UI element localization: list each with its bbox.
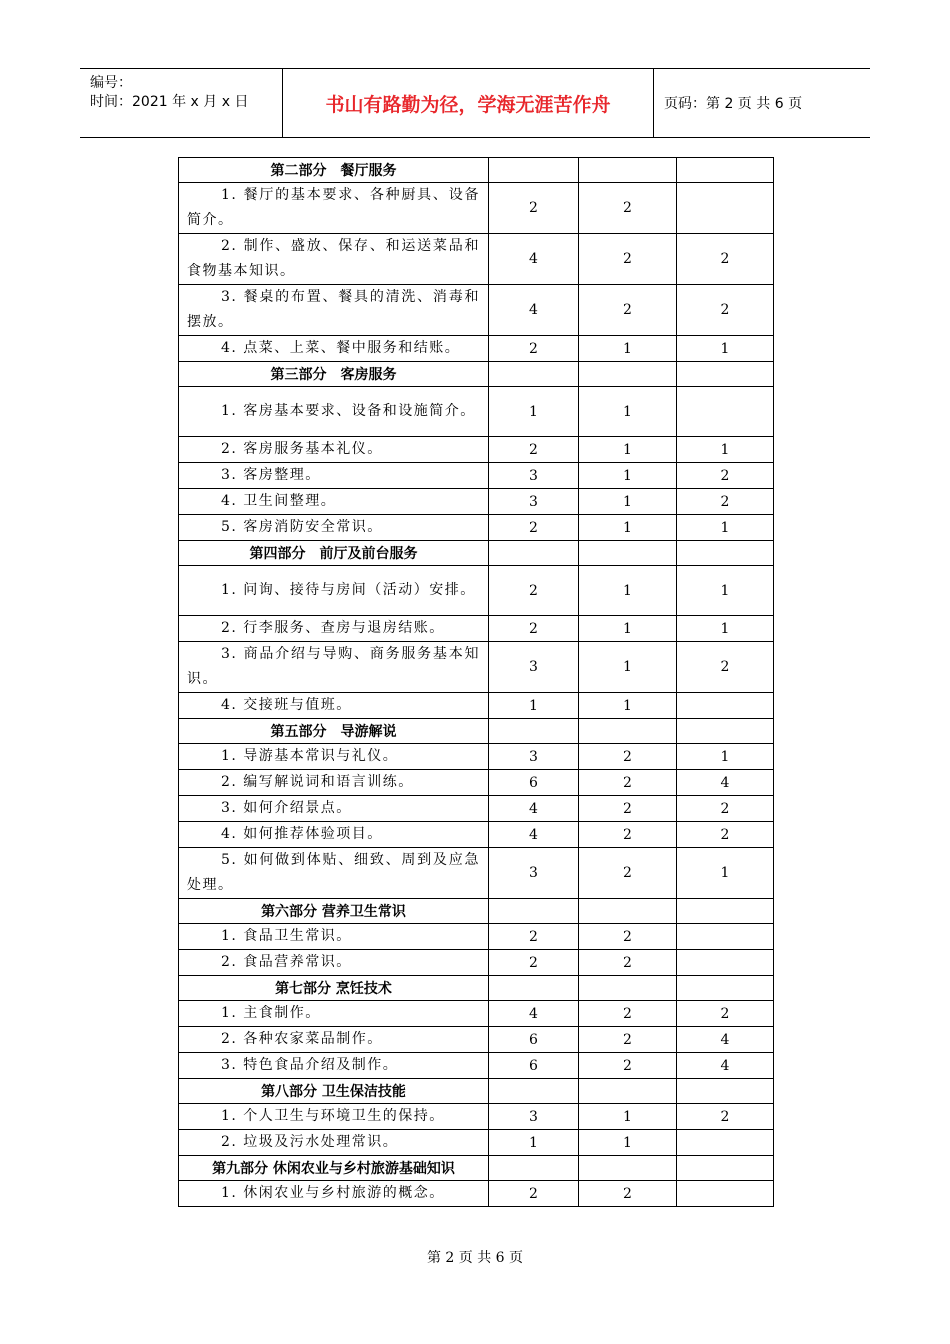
table-row (179, 1130, 774, 1156)
hours-cell-c3: 2 (677, 234, 774, 285)
hours-cell-c3 (677, 924, 774, 950)
table-row (179, 336, 774, 362)
hours-cell-c2: 2 (579, 770, 677, 796)
course-item-label: 3. 客房整理。 (221, 467, 321, 483)
hours-cell-c1: 3 (489, 642, 579, 693)
course-item-label: 5. 客房消防安全常识。 (221, 519, 383, 535)
course-item-text (179, 437, 489, 463)
course-item-label: 1. 餐厅的基本要求、各种厨具、设备简介。 (187, 187, 480, 228)
table-row (179, 950, 774, 976)
section-header-row (179, 1079, 774, 1104)
course-item-label: 2. 客房服务基本礼仪。 (221, 441, 383, 457)
hours-cell-c2: 1 (579, 489, 677, 515)
hours-cell-c3: 2 (677, 822, 774, 848)
document-time: 时间：2021 年 x 月 x 日 (90, 94, 249, 110)
header-motto: 书山有路勤为径，学海无涯苦作舟 (283, 69, 654, 137)
table-row (179, 848, 774, 899)
table-row (179, 1001, 774, 1027)
empty-cell (489, 899, 579, 924)
hours-cell-c1: 2 (489, 1181, 579, 1207)
section-title: 第九部分 休闲农业与乡村旅游基础知识 (179, 1156, 489, 1181)
hours-cell-c1: 2 (489, 566, 579, 616)
empty-cell (579, 1079, 677, 1104)
course-item-label: 3. 如何介绍景点。 (221, 800, 352, 816)
hours-cell-c1: 6 (489, 770, 579, 796)
hours-cell-c1: 2 (489, 183, 579, 234)
table-row (179, 616, 774, 642)
table-row (179, 234, 774, 285)
hours-cell-c3: 1 (677, 744, 774, 770)
hours-cell-c2: 2 (579, 822, 677, 848)
course-item-text (179, 1027, 489, 1053)
table-row (179, 1027, 774, 1053)
course-item-text (179, 796, 489, 822)
section-header-row (179, 719, 774, 744)
empty-cell (677, 1156, 774, 1181)
hours-cell-c2: 1 (579, 463, 677, 489)
course-item-text (179, 336, 489, 362)
hours-cell-c1: 6 (489, 1053, 579, 1079)
course-item-text (179, 463, 489, 489)
hours-cell-c3 (677, 950, 774, 976)
hours-cell-c1: 4 (489, 1001, 579, 1027)
empty-cell (677, 899, 774, 924)
empty-cell (677, 719, 774, 744)
hours-cell-c2: 2 (579, 796, 677, 822)
table-row (179, 437, 774, 463)
hours-cell-c3: 2 (677, 1104, 774, 1130)
course-item-text (179, 950, 489, 976)
course-item-text (179, 515, 489, 541)
section-title: 第五部分 导游解说 (179, 719, 489, 744)
course-item-label: 2. 食品营养常识。 (221, 954, 352, 970)
hours-cell-c2: 2 (579, 1181, 677, 1207)
hours-cell-c2: 2 (579, 1053, 677, 1079)
hours-cell-c2: 1 (579, 693, 677, 719)
course-item-text (179, 693, 489, 719)
hours-cell-c1: 4 (489, 285, 579, 336)
hours-cell-c2: 1 (579, 1130, 677, 1156)
hours-cell-c1: 2 (489, 616, 579, 642)
hours-cell-c2: 2 (579, 744, 677, 770)
course-item-text (179, 616, 489, 642)
hours-cell-c3: 2 (677, 285, 774, 336)
hours-cell-c1: 2 (489, 336, 579, 362)
course-item-label: 1. 休闲农业与乡村旅游的概念。 (221, 1185, 445, 1201)
section-header-row (179, 899, 774, 924)
course-item-text (179, 1001, 489, 1027)
empty-cell (489, 362, 579, 387)
table-row (179, 1104, 774, 1130)
empty-cell (579, 976, 677, 1001)
empty-cell (677, 541, 774, 566)
header-page-info: 页码：第 2 页 共 6 页 (664, 96, 803, 112)
hours-cell-c1: 6 (489, 1027, 579, 1053)
table-row (179, 515, 774, 541)
course-hours-table-body (179, 158, 774, 1207)
course-item-text (179, 924, 489, 950)
empty-cell (579, 362, 677, 387)
hours-cell-c2: 1 (579, 387, 677, 437)
hours-cell-c1: 1 (489, 387, 579, 437)
empty-cell (677, 1079, 774, 1104)
section-header-row (179, 1156, 774, 1181)
course-item-label: 2. 行李服务、查房与退房结账。 (221, 620, 445, 636)
hours-cell-c2: 2 (579, 285, 677, 336)
hours-cell-c2: 2 (579, 950, 677, 976)
course-item-label: 1. 食品卫生常识。 (221, 928, 352, 944)
hours-cell-c2: 2 (579, 1027, 677, 1053)
hours-cell-c2: 2 (579, 234, 677, 285)
hours-cell-c3 (677, 387, 774, 437)
hours-cell-c1: 2 (489, 437, 579, 463)
hours-cell-c2: 1 (579, 336, 677, 362)
section-title: 第六部分 营养卫生常识 (179, 899, 489, 924)
section-title: 第七部分 烹饪技术 (179, 976, 489, 1001)
hours-cell-c3: 2 (677, 489, 774, 515)
table-row (179, 463, 774, 489)
course-hours-table (178, 157, 774, 1207)
hours-cell-c1: 2 (489, 950, 579, 976)
empty-cell (489, 719, 579, 744)
table-row (179, 285, 774, 336)
table-row (179, 489, 774, 515)
hours-cell-c1: 4 (489, 822, 579, 848)
course-item-text (179, 1104, 489, 1130)
table-row (179, 744, 774, 770)
course-item-label: 3. 商品介绍与导购、商务服务基本知识。 (187, 646, 480, 687)
empty-cell (677, 158, 774, 183)
section-header-row (179, 541, 774, 566)
table-row (179, 1181, 774, 1207)
hours-cell-c1: 1 (489, 693, 579, 719)
course-item-label: 1. 问询、接待与房间（活动）安排。 (221, 582, 476, 598)
hours-cell-c3 (677, 1181, 774, 1207)
hours-cell-c3: 4 (677, 770, 774, 796)
course-item-label: 2. 垃圾及污水处理常识。 (221, 1134, 399, 1150)
empty-cell (579, 719, 677, 744)
hours-cell-c3: 2 (677, 1001, 774, 1027)
table-row (179, 770, 774, 796)
empty-cell (677, 976, 774, 1001)
hours-cell-c3: 1 (677, 566, 774, 616)
hours-cell-c1: 4 (489, 796, 579, 822)
table-row (179, 183, 774, 234)
course-item-label: 3. 特色食品介绍及制作。 (221, 1057, 399, 1073)
hours-cell-c3 (677, 1130, 774, 1156)
empty-cell (579, 541, 677, 566)
course-item-text (179, 566, 489, 616)
course-item-label: 4. 如何推荐体验项目。 (221, 826, 383, 842)
course-item-text (179, 770, 489, 796)
course-item-text (179, 1130, 489, 1156)
table-row (179, 387, 774, 437)
empty-cell (489, 1156, 579, 1181)
course-item-text (179, 822, 489, 848)
course-item-label: 4. 点菜、上菜、餐中服务和结账。 (221, 340, 461, 356)
hours-cell-c3 (677, 693, 774, 719)
section-header-row (179, 976, 774, 1001)
table-row (179, 924, 774, 950)
hours-cell-c2: 2 (579, 183, 677, 234)
empty-cell (489, 976, 579, 1001)
hours-cell-c2: 2 (579, 924, 677, 950)
section-title: 第四部分 前厅及前台服务 (179, 541, 489, 566)
hours-cell-c1: 3 (489, 489, 579, 515)
course-item-label: 2. 制作、盛放、保存、和运送菜品和食物基本知识。 (187, 238, 480, 279)
section-header-row (179, 158, 774, 183)
hours-cell-c3: 2 (677, 796, 774, 822)
empty-cell (579, 158, 677, 183)
hours-cell-c2: 2 (579, 848, 677, 899)
course-item-text (179, 1181, 489, 1207)
course-item-text (179, 387, 489, 437)
course-item-text (179, 744, 489, 770)
table-row (179, 796, 774, 822)
hours-cell-c1: 3 (489, 848, 579, 899)
hours-cell-c1: 3 (489, 1104, 579, 1130)
hours-cell-c3 (677, 183, 774, 234)
course-item-label: 3. 餐桌的布置、餐具的清洗、消毒和摆放。 (187, 289, 480, 330)
course-item-label: 5. 如何做到体贴、细致、周到及应急处理。 (187, 852, 480, 893)
course-item-label: 1. 导游基本常识与礼仪。 (221, 748, 399, 764)
page-footer: 第 2 页 共 6 页 (426, 1250, 524, 1266)
hours-cell-c1: 3 (489, 744, 579, 770)
course-item-label: 4. 卫生间整理。 (221, 493, 337, 509)
hours-cell-c3: 4 (677, 1053, 774, 1079)
hours-cell-c1: 3 (489, 463, 579, 489)
course-item-label: 2. 编写解说词和语言训练。 (221, 774, 414, 790)
hours-cell-c2: 1 (579, 642, 677, 693)
empty-cell (489, 541, 579, 566)
table-row (179, 1053, 774, 1079)
hours-cell-c2: 1 (579, 566, 677, 616)
course-item-text (179, 234, 489, 285)
empty-cell (677, 362, 774, 387)
course-item-text (179, 489, 489, 515)
course-item-label: 2. 各种农家菜品制作。 (221, 1031, 383, 1047)
course-item-text (179, 183, 489, 234)
empty-cell (489, 158, 579, 183)
hours-cell-c3: 4 (677, 1027, 774, 1053)
hours-cell-c3: 2 (677, 463, 774, 489)
hours-cell-c3: 2 (677, 642, 774, 693)
course-item-label: 1. 主食制作。 (221, 1005, 321, 1021)
course-item-label: 1. 个人卫生与环境卫生的保持。 (221, 1108, 445, 1124)
hours-cell-c2: 1 (579, 1104, 677, 1130)
course-item-text (179, 285, 489, 336)
course-item-text (179, 1053, 489, 1079)
hours-cell-c3: 1 (677, 515, 774, 541)
hours-cell-c1: 2 (489, 515, 579, 541)
hours-cell-c3: 1 (677, 848, 774, 899)
section-title: 第八部分 卫生保洁技能 (179, 1079, 489, 1104)
table-row (179, 642, 774, 693)
hours-cell-c2: 1 (579, 515, 677, 541)
hours-cell-c2: 1 (579, 616, 677, 642)
hours-cell-c3: 1 (677, 437, 774, 463)
hours-cell-c1: 1 (489, 1130, 579, 1156)
section-title: 第三部分 客房服务 (179, 362, 489, 387)
table-row (179, 822, 774, 848)
empty-cell (579, 899, 677, 924)
table-row (179, 693, 774, 719)
course-item-text (179, 848, 489, 899)
hours-cell-c1: 4 (489, 234, 579, 285)
course-item-text (179, 642, 489, 693)
table-row (179, 566, 774, 616)
hours-cell-c3: 1 (677, 336, 774, 362)
section-title: 第二部分 餐厅服务 (179, 158, 489, 183)
hours-cell-c3: 1 (677, 616, 774, 642)
document-code-label: 编号： (90, 75, 132, 91)
hours-cell-c2: 1 (579, 437, 677, 463)
empty-cell (489, 1079, 579, 1104)
empty-cell (579, 1156, 677, 1181)
course-item-label: 4. 交接班与值班。 (221, 697, 352, 713)
header-meta (80, 69, 283, 137)
hours-cell-c2: 2 (579, 1001, 677, 1027)
page-header (80, 68, 870, 138)
hours-cell-c1: 2 (489, 924, 579, 950)
section-header-row (179, 362, 774, 387)
course-item-label: 1. 客房基本要求、设备和设施简介。 (221, 403, 476, 419)
